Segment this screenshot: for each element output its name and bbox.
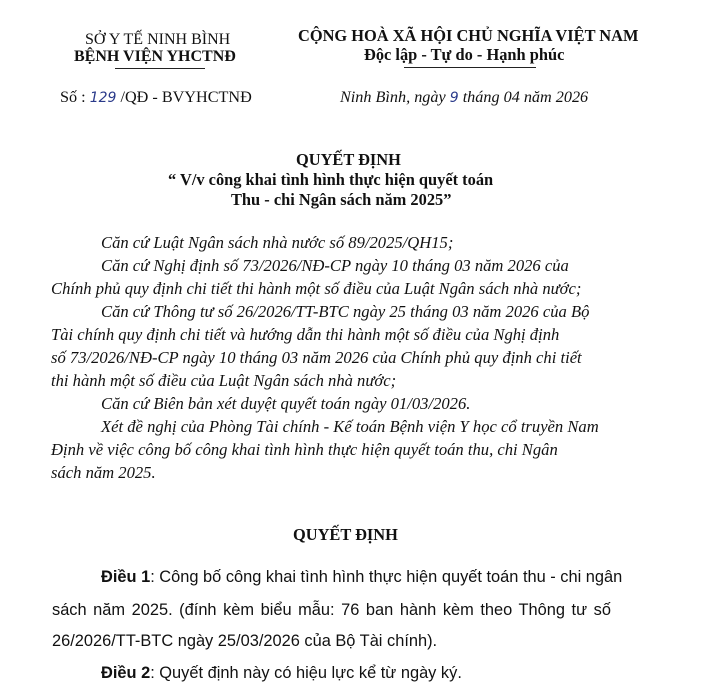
article-1-text: : Công bố công khai tình hình thực hiện quyết toán thu - chi ngân: [150, 568, 623, 586]
subject-line-1: “ V/v công khai tình hình thực hiện quyết toán: [168, 170, 494, 189]
hospital-name: BỆNH VIỆN YHCTNĐ: [74, 48, 236, 65]
national-title: CỘNG HOÀ XÃ HỘI CHỦ NGHĨA VIỆT NAM: [298, 26, 639, 45]
preamble-line-1: Căn cứ Luật Ngân sách nhà nước số 89/2025/QH15;: [101, 233, 454, 252]
document-date: [340, 88, 588, 107]
hospital-underline: [115, 68, 205, 69]
preamble-line-3: Chính phủ quy định chi tiết thi hành một số điều của Luật Ngân sách nhà nước;: [51, 279, 582, 298]
national-motto: Độc lập - Tự do - Hạnh phúc: [364, 45, 565, 64]
handwritten-number: 129: [89, 90, 117, 106]
decision-heading: QUYẾT ĐỊNH: [293, 525, 398, 544]
preamble-line-8: Căn cứ Biên bản xét duyệt quyết toán ngày 01/03/2026.: [101, 394, 471, 413]
motto-underline: [404, 67, 536, 68]
handwritten-day: 9: [449, 90, 459, 106]
preamble-line-6: số 73/2026/NĐ-CP ngày 10 tháng 03 năm 2026 của Chính phủ quy định chi tiết: [51, 348, 582, 367]
date-suffix: tháng 04 năm 2026: [462, 88, 589, 106]
preamble-line-4: Căn cứ Thông tư số 26/2026/TT-BTC ngày 25 tháng 03 năm 2026 của Bộ: [101, 302, 590, 321]
article-2-text: : Quyết định này có hiệu lực kể từ ngày ký.: [150, 664, 462, 682]
article-1-line-2: sách năm 2025. (đính kèm biểu mẫu: 76 ban hành kèm theo Thông tư số: [52, 601, 611, 619]
decision-title: QUYẾT ĐỊNH: [296, 150, 401, 169]
article-1-line-1: [101, 568, 622, 587]
article-2: [101, 664, 462, 683]
date-prefix: Ninh Bình, ngày: [340, 88, 446, 106]
preamble-line-5: Tài chính quy định chi tiết và hướng dẫn thi hành một số điều của Nghị định: [51, 325, 560, 344]
article-1-line-3: 26/2026/TT-BTC ngày 25/03/2026 của Bộ Tài chính).: [52, 632, 438, 650]
document-number: [60, 88, 252, 107]
preamble-line-2: Căn cứ Nghị định số 73/2026/NĐ-CP ngày 10 tháng 03 năm 2026 của: [101, 256, 569, 275]
article-2-label: Điều 2: [101, 664, 151, 682]
ministry-name: SỞ Y TẾ NINH BÌNH: [85, 31, 231, 48]
number-suffix: /QĐ - BVYHCTNĐ: [120, 88, 252, 106]
preamble-line-7: thi hành một số điều của Luật Ngân sách nhà nước;: [51, 371, 397, 390]
preamble-line-10: Định về việc công bố công khai tình hình thực hiện quyết toán thu, chi Ngân: [51, 440, 558, 459]
subject-line-2: Thu - chi Ngân sách năm 2025”: [231, 190, 452, 209]
preamble-line-11: sách năm 2025.: [51, 463, 156, 482]
preamble-line-9: Xét đề nghị của Phòng Tài chính - Kế toán Bệnh viện Y học cổ truyền Nam: [101, 417, 599, 436]
article-1-label: Điều 1: [101, 568, 151, 586]
number-prefix: Số :: [60, 88, 86, 106]
